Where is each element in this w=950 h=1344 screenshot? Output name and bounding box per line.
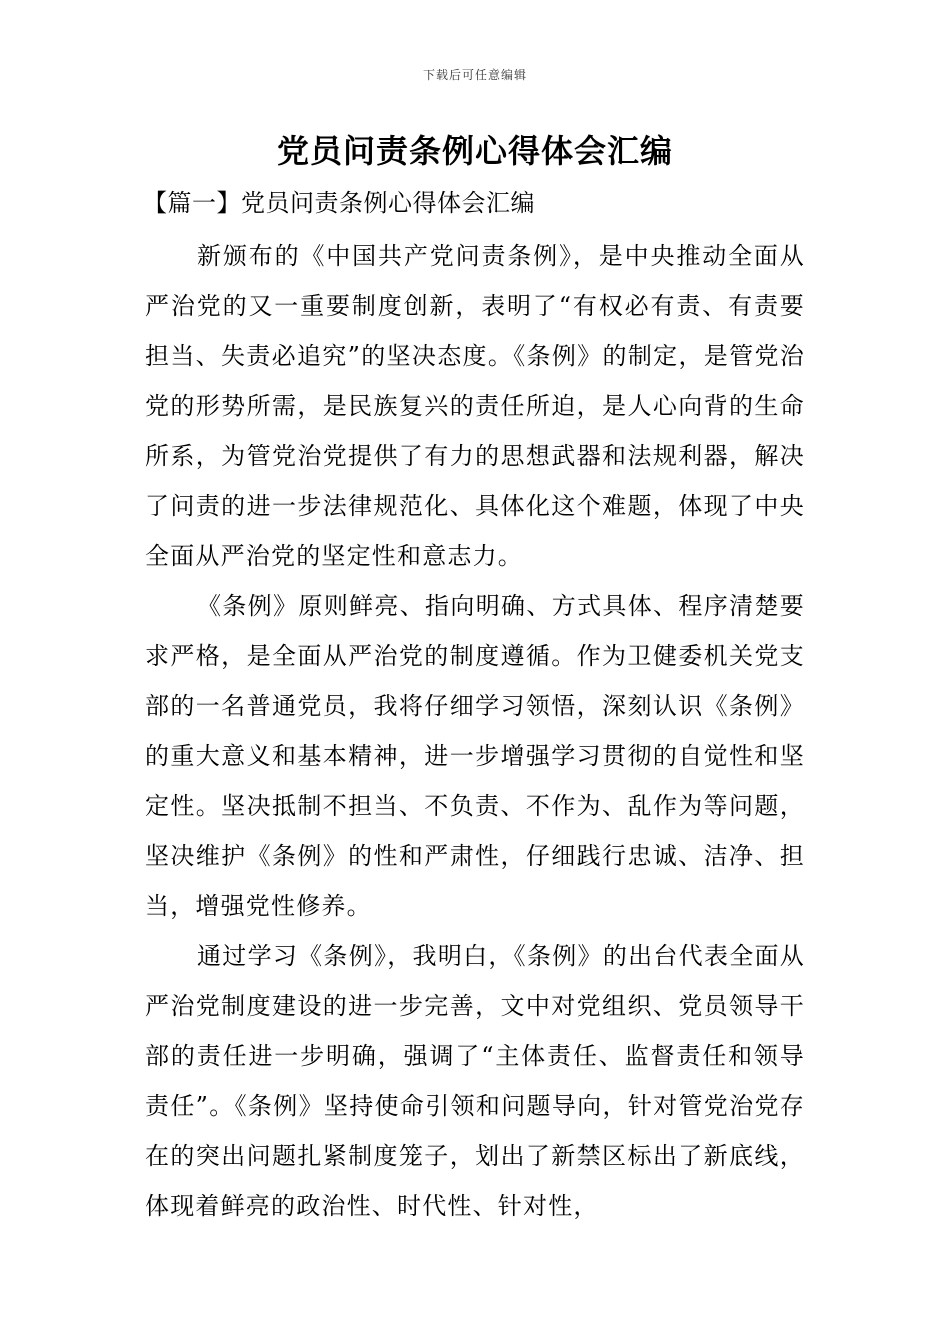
section-heading: 【篇一】党员问责条例心得体会汇编 (143, 189, 535, 217)
document-body (145, 231, 805, 1231)
paragraph-2: 《条例》原则鲜亮、指向明确、方式具体、程序清楚要求严格，是全面从严治党的制度遵循。作为卫健委机关党支部的一名普通党员，我将仔细学习领悟，深刻认识《条例》的重大意义和基本精神，进一步增强学习贯彻的自觉性和坚定性。坚决抵制不担当、不负责、不作为、乱作为等问题，坚决维护《条例》的性和严肃性，仔细践行忠诚、洁净、担当，增强党性修养。 (145, 592, 805, 920)
document-title: 党员问责条例心得体会汇编 (276, 132, 673, 170)
header-note: 下载后可任意编辑 (422, 68, 527, 82)
paragraph-3: 通过学习《条例》，我明白，《条例》的出台代表全面从严治党制度建设的进一步完善，文中对党组织、党员领导干部的责任进一步明确，强调了“主体责任、监督责任和领导责任”。《条例》坚持使命引领和问题导向，针对管党治党存在的突出问题扎紧制度笼子，划出了新禁区标出了新底线，体现着鲜亮的政治性、时代性、针对性， (145, 942, 805, 1220)
paragraph-1: 新颁布的《中国共产党问责条例》，是中央推动全面从严治党的又一重要制度创新，表明了“有权必有责、有责要担当、失责必追究”的坚决态度。《条例》的制定，是管党治党的形势所需，是民族复兴的责任所迫，是人心向背的生命所系，为管党治党提供了有力的思想武器和法规利器，解决了问责的进一步法律规范化、具体化这个难题，体现了中央全面从严治党的坚定性和意志力。 (145, 242, 805, 570)
